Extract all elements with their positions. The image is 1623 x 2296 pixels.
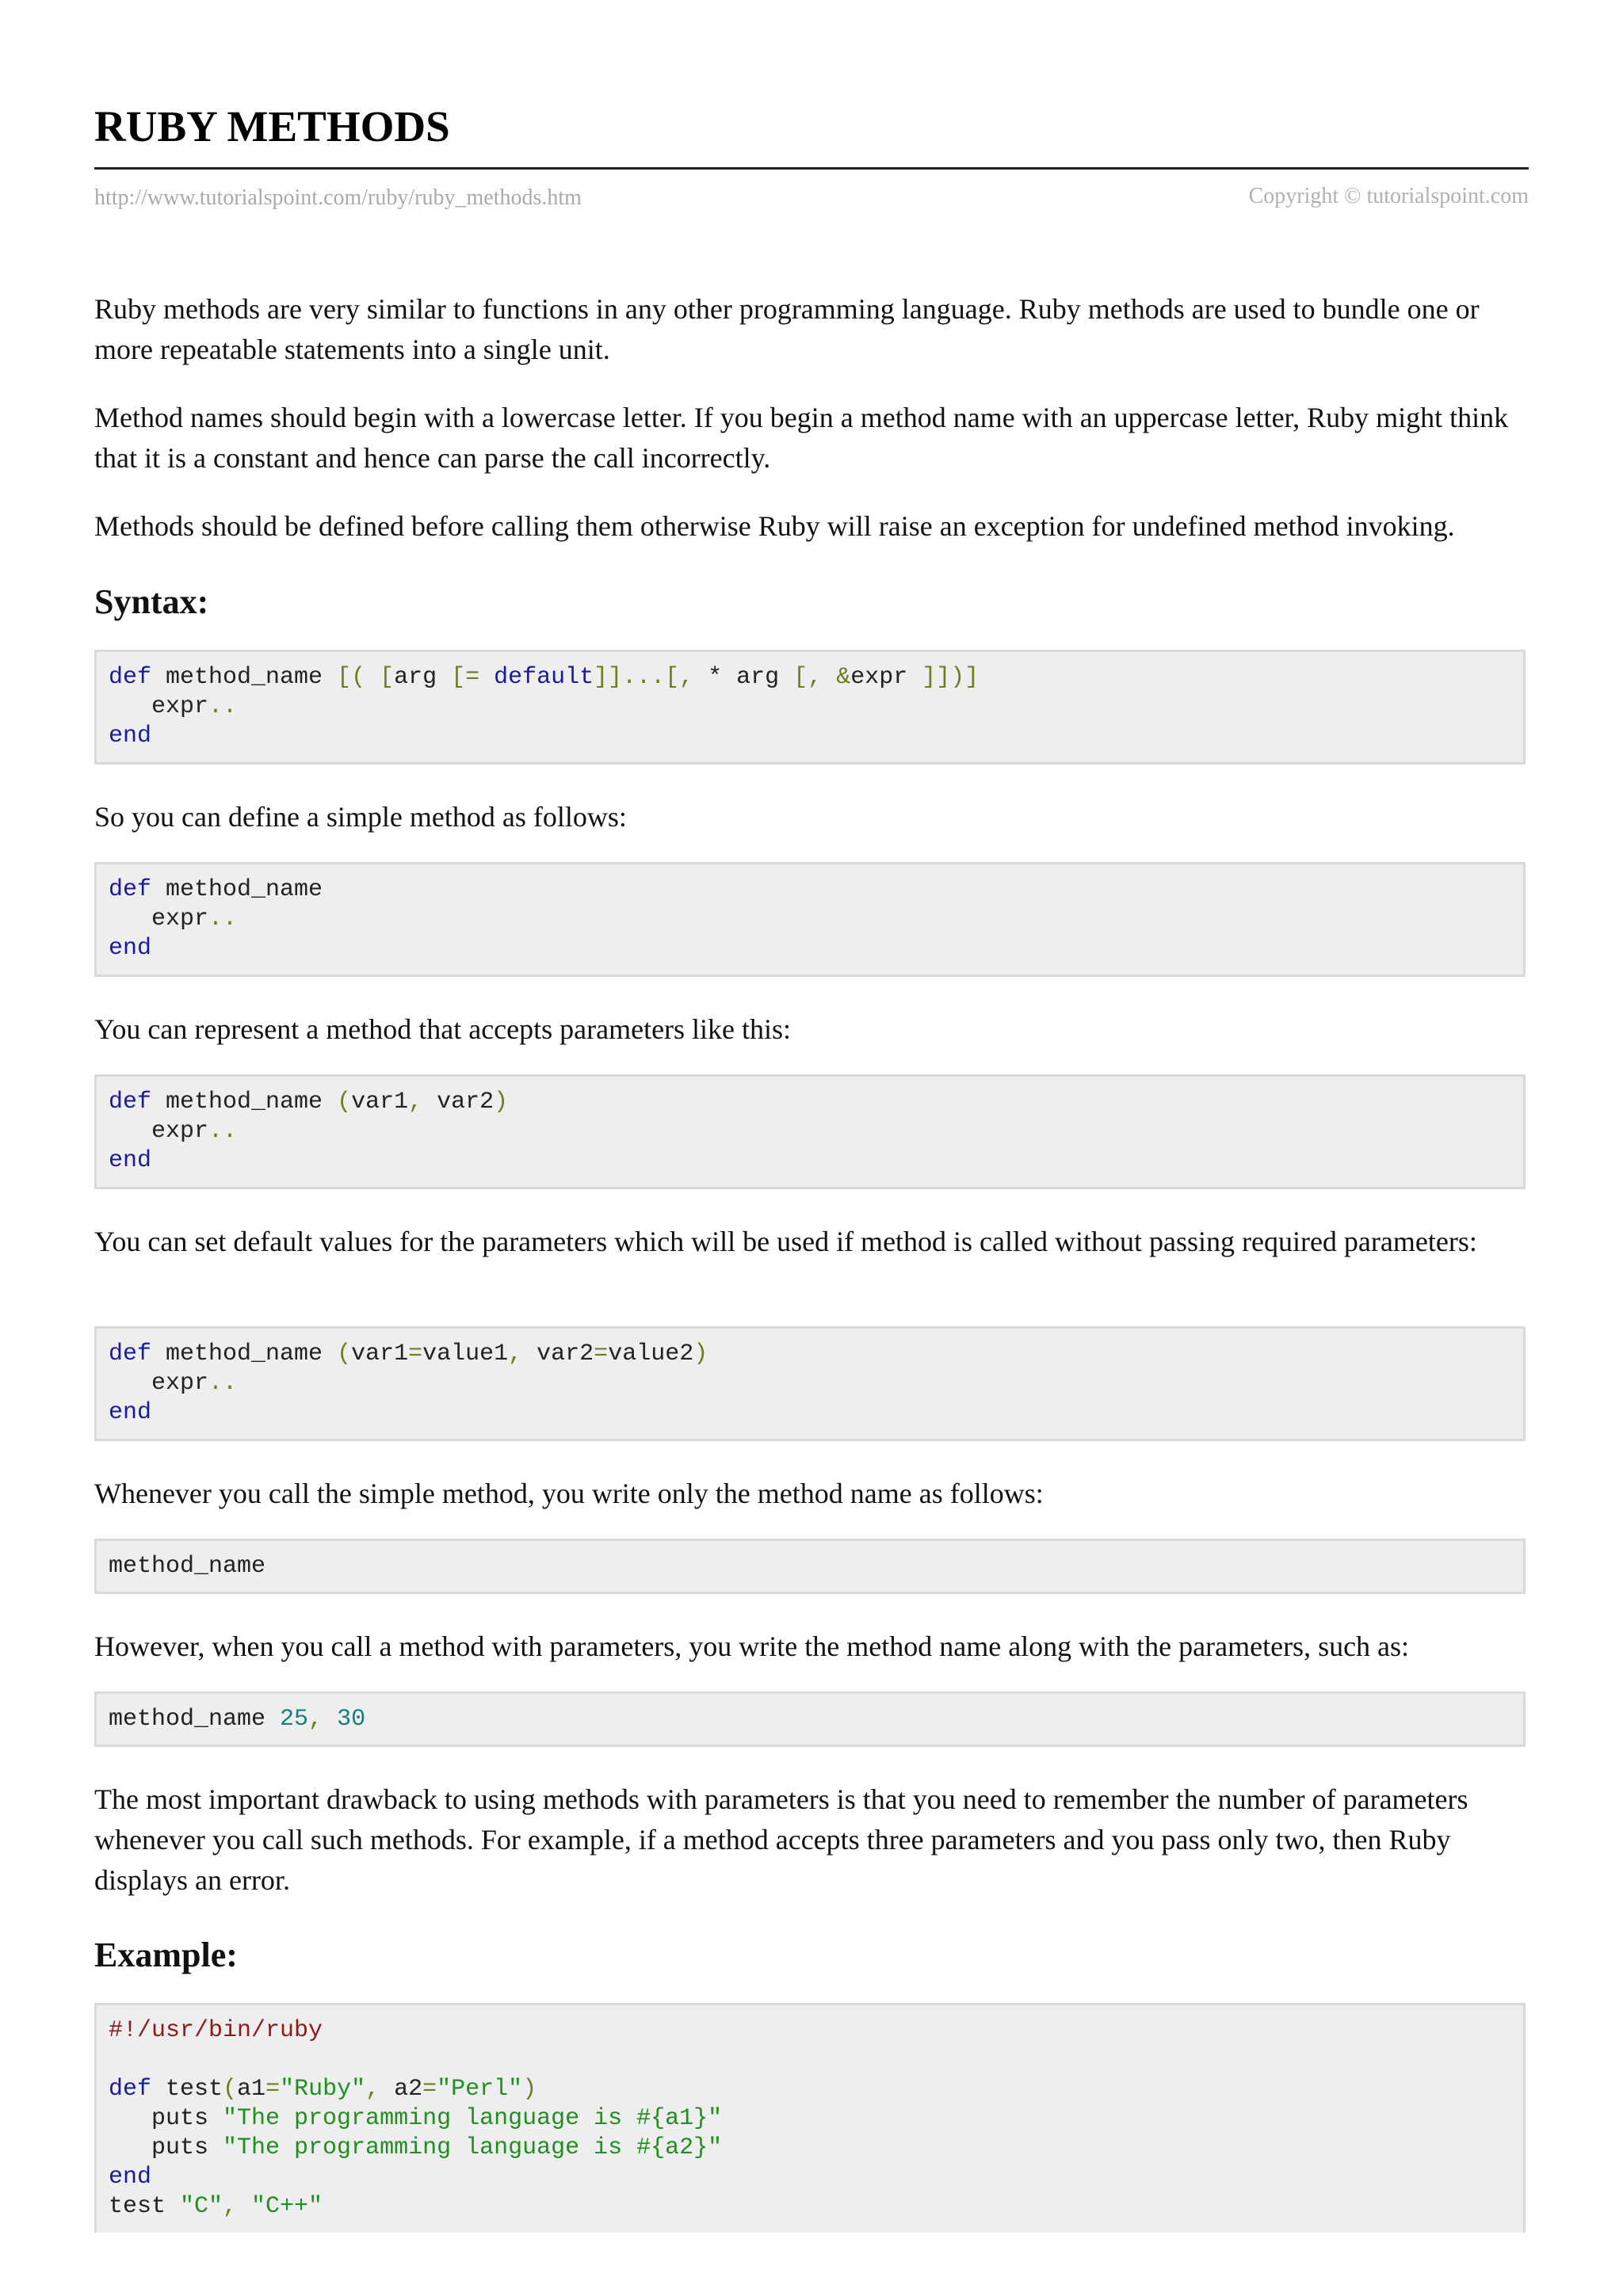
code-token-punctuation: = [408,1341,423,1367]
code-line [109,1117,1511,1146]
code-token-string: "The programming language is #{a1}" [223,2105,723,2132]
title-divider [94,167,1529,170]
code-token-punctuation: [( [ [337,664,395,691]
code-token-keyword: def [109,2076,152,2103]
intro-paragraph-2: Method names should begin with a lowercase letter. If you begin a method name with an uppercase letter, Ruby might think that it is a constant and hence can parse the call incorrectly. [94,402,1509,474]
code-line [109,1088,1511,1117]
code-line [109,663,1511,692]
code-token-punctuation: = [422,2076,437,2103]
code-token-punctuation: , [308,1706,338,1733]
code-line [109,2134,1511,2163]
code-token-comment: #!/usr/bin/ruby [109,2017,323,2044]
call-simple-paragraph: Whenever you call the simple method, you write only the method name as follows: [94,1478,1044,1509]
code-token-string: "Perl" [437,2076,523,2103]
code-token-keyword: def [109,1089,152,1116]
code-line [109,2046,1511,2075]
code-token-string: "C" [180,2193,223,2220]
code-token-punctuation: ) [693,1341,708,1367]
code-line [109,1340,1511,1369]
intro-paragraph-3: Methods should be defined before calling them otherwise Ruby will raise an exception for undefined method invoking. [94,510,1455,542]
code-token-identifier: expr [109,906,209,933]
code-token-keyword: end [109,1147,152,1174]
code-line [109,2016,1511,2046]
code-token-identifier: method_name [151,876,323,903]
code-line [109,2163,1511,2192]
code-token-punctuation: ]]...[, [594,664,708,691]
code-token-punctuation: = [265,2076,281,2103]
call-simple-code-block [94,1539,1526,1594]
example-code-block [94,2003,1526,2233]
code-token-punctuation: ) [522,2076,537,2103]
code-token-identifier: puts [109,2134,223,2161]
code-token-keyword: end [109,1399,152,1426]
code-token-identifier: method_name [151,1341,338,1367]
code-token-identifier: arg [394,664,452,691]
code-token-identifier: method_name [109,1706,281,1733]
code-token-identifier: a2 [394,2076,423,2103]
code-token-punctuation: .. [208,693,238,720]
code-token-punctuation: ]])] [922,664,980,691]
code-token-identifier: expr [109,1118,209,1145]
call-params-paragraph: However, when you call a method with parameters, you write the method name along with the parameters, such as: [94,1630,1410,1662]
code-token-identifier: test [151,2076,223,2103]
code-token-punctuation: = [594,1341,609,1367]
code-token-punctuation: [= [451,664,495,691]
code-token-identifier: puts [109,2105,223,2132]
code-line [109,1398,1511,1428]
code-line [109,2075,1511,2104]
code-token-keyword: end [109,935,152,962]
code-token-keyword: def [109,1341,152,1367]
code-token-identifier: expr [109,1370,209,1397]
code-token-identifier: a1 [237,2076,266,2103]
code-token-identifier: var1 [351,1089,409,1116]
code-token-punctuation: ( [337,1341,352,1367]
code-token-punctuation: .. [208,1370,238,1397]
code-token-punctuation: ( [337,1089,352,1116]
source-url: http://www.tutorialspoint.com/ruby/ruby_methods.htm [94,185,582,210]
code-token-keyword: def [109,876,152,903]
simple-method-code-block [94,862,1526,977]
code-token-identifier: var2 [437,1089,495,1116]
code-line [109,875,1511,905]
code-token-punctuation: ) [494,1089,509,1116]
code-token-identifier: method_name [109,1553,266,1580]
code-line [109,905,1511,934]
code-line [109,1705,1511,1734]
code-line [109,722,1511,751]
code-token-punctuation: [, & [793,664,851,691]
code-token-string: "C++" [251,2193,323,2220]
code-token-identifier: var2 [537,1341,594,1367]
code-token-keyword: end [109,723,152,749]
code-line [109,1369,1511,1398]
syntax-heading: Syntax: [94,582,209,621]
code-line [109,934,1511,963]
code-token-string: "Ruby" [280,2076,366,2103]
code-line [109,692,1511,722]
code-token-punctuation: .. [208,906,238,933]
code-token-identifier: var1 [351,1341,409,1367]
call-params-code-block [94,1691,1526,1747]
intro-paragraph-1: Ruby methods are very similar to functions in any other programming language. Ruby methods are used to bundle one or more repeatable statements into a single unit. [94,293,1480,365]
code-token-keyword: default [494,664,594,691]
code-token-identifier: value2 [608,1341,694,1367]
syntax-code-block [94,650,1526,765]
params-code-block [94,1074,1526,1189]
code-token-identifier: expr [109,693,209,720]
defaults-paragraph: You can set default values for the parameters which will be used if method is called without passing required parameters: [94,1226,1477,1257]
code-token-punctuation: .. [208,1118,238,1145]
code-line [109,2192,1511,2222]
code-token-keyword: def [109,664,152,691]
params-paragraph: You can represent a method that accepts parameters like this: [94,1013,792,1045]
code-token-identifier: method_name [151,664,338,691]
code-token-punctuation: ( [223,2076,238,2103]
code-line [109,1146,1511,1176]
example-heading: Example: [94,1936,238,1974]
code-token-punctuation: , [408,1089,437,1116]
copyright-notice: Copyright © tutorialspoint.com [1248,184,1529,208]
code-token-identifier: * arg [708,664,794,691]
code-token-number: 25 [280,1706,309,1733]
code-token-punctuation: , [508,1341,537,1367]
simple-method-paragraph: So you can define a simple method as follows: [94,801,627,833]
code-token-keyword: end [109,2164,152,2191]
page-title: RUBY METHODS [94,102,450,151]
code-token-identifier: expr [850,664,922,691]
code-line [109,2104,1511,2134]
code-line [109,1552,1511,1581]
defaults-code-block [94,1326,1526,1441]
code-token-string: "The programming language is #{a2}" [223,2134,723,2161]
code-token-punctuation: , [365,2076,395,2103]
code-token-number: 30 [337,1706,366,1733]
code-token-identifier: value1 [422,1341,509,1367]
code-token-identifier: method_name [151,1089,338,1116]
drawback-paragraph: The most important drawback to using methods with parameters is that you need to remember the number of parameters whenever you call such methods. For example, if a method accepts three parameters and you pass only two, then Ruby displays an error. [94,1783,1468,1896]
code-token-identifier: test [109,2193,181,2220]
code-token-punctuation: , [223,2193,252,2220]
